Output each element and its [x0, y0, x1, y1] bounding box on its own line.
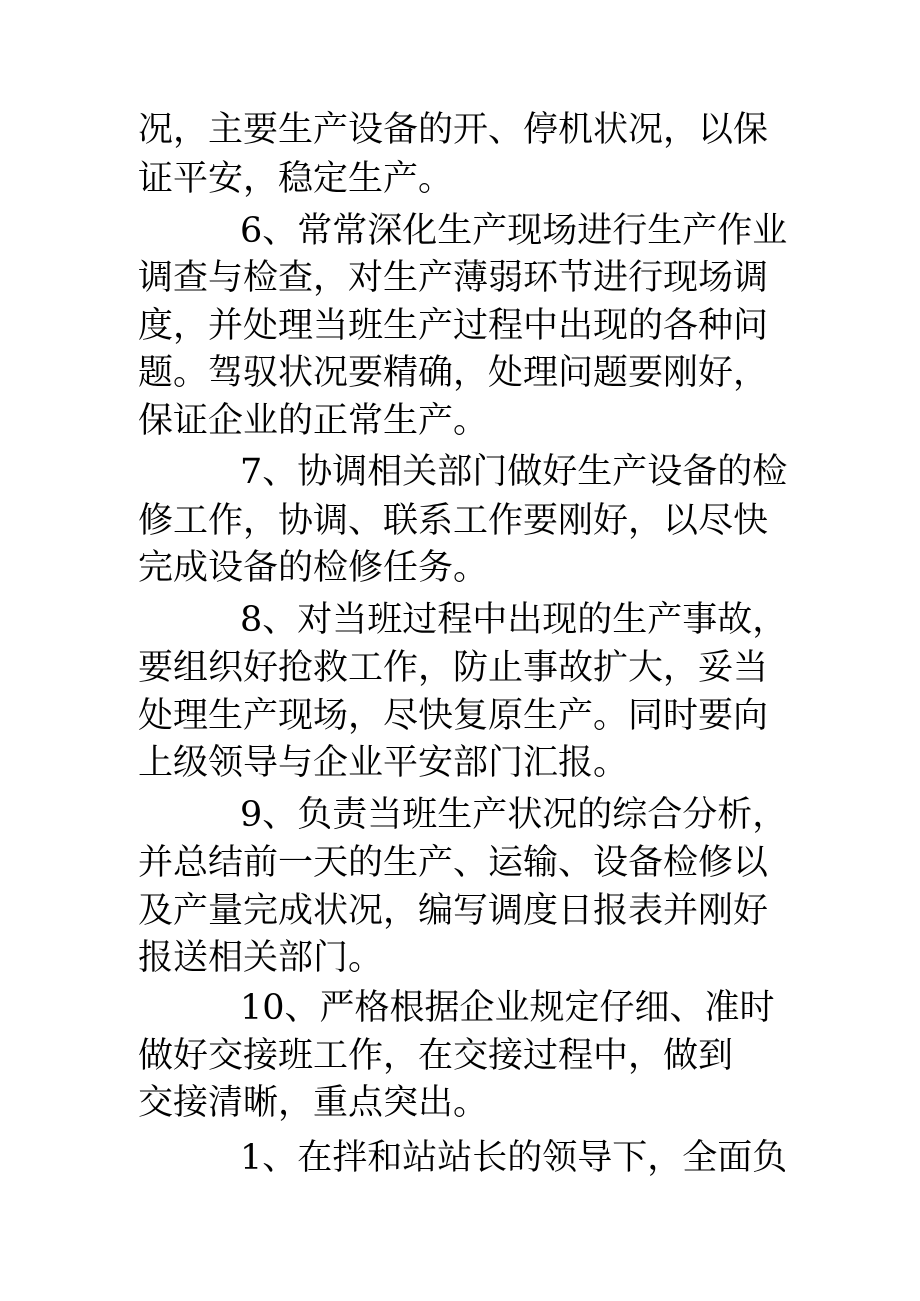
- text-line: 度，并处理当班生产过程中出现的各种问: [138, 306, 769, 346]
- text-line: 题。驾驭状况要精确，处理问题要刚好，: [138, 353, 769, 393]
- text-line: 证平安，稳定生产。: [138, 159, 454, 199]
- text-line: 调查与检查，对生产薄弱环节进行现场调: [138, 258, 769, 298]
- text-line: 修工作，协调、联系工作要刚好，以尽快: [138, 501, 769, 541]
- paragraph-10-start: 10、严格根据企业规定仔细、准时: [240, 988, 775, 1028]
- text-line: 处理生产现场，尽快复原生产。同时要向: [138, 696, 769, 736]
- text-line: 做好交接班工作，在交接过程中，做到: [138, 1036, 734, 1076]
- paragraph-9-start: 9、负责当班生产状况的综合分析，: [240, 795, 788, 835]
- text-line: 要组织好抢救工作，防止事故扩大，妥当: [138, 648, 769, 688]
- text-line: 上级领导与企业平安部门汇报。: [138, 743, 629, 783]
- text-line: 及产量完成状况，编写调度日报表并刚好: [138, 891, 769, 931]
- paragraph-7-start: 7、协调相关部门做好生产设备的检: [240, 452, 788, 492]
- text-line: 并总结前一天的生产、运输、设备检修以: [138, 843, 769, 883]
- text-line: 况，主要生产设备的开、停机状况，以保: [138, 110, 769, 150]
- text-line: 报送相关部门。: [138, 938, 384, 978]
- paragraph-1-start: 1、在拌和站站长的领导下，全面负: [240, 1138, 788, 1178]
- paragraph-6-start: 6、常常深化生产现场进行生产作业: [240, 211, 788, 251]
- text-line: 完成设备的检修任务。: [138, 548, 489, 588]
- paragraph-8-start: 8、对当班过程中出现的生产事故，: [240, 600, 788, 640]
- text-line: 交接清晰，重点突出。: [138, 1083, 489, 1123]
- text-line: 保证企业的正常生产。: [138, 401, 489, 441]
